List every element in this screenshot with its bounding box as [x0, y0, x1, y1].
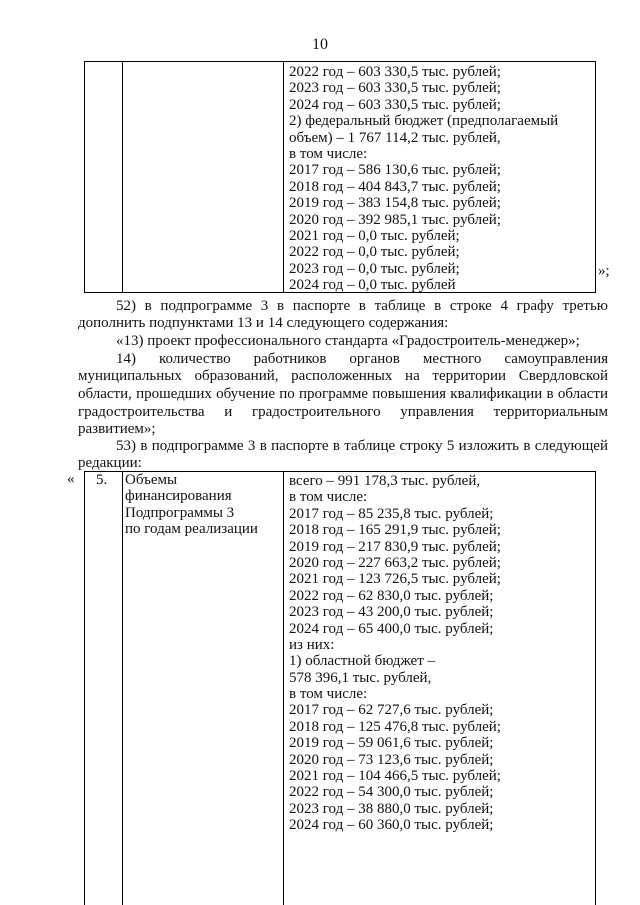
- paragraph-14-line2: муниципальных образований, расположенных на территории Свердловской: [78, 368, 608, 384]
- text-line: в том числе:: [289, 145, 368, 162]
- text-line: по годам реализации: [125, 521, 258, 538]
- text-line: 2021 год – 123 726,5 тыс. рублей;: [289, 571, 501, 588]
- text-line: 2022 год – 62 830,0 тыс. рублей;: [289, 587, 494, 604]
- text-line: 2024 год – 603 330,5 тыс. рублей;: [289, 96, 501, 113]
- paragraph-14-line1: 14) количество работников органов местного самоуправления: [116, 351, 608, 367]
- text-line: 2022 год – 54 300,0 тыс. рублей;: [289, 784, 494, 801]
- text-line: 2020 год – 73 123,6 тыс. рублей;: [289, 751, 494, 768]
- text-line: из них:: [289, 636, 335, 653]
- paragraph-52-line1: 52) в подпрограмме 3 в паспорте в таблице в строке 4 графу третью: [116, 298, 608, 314]
- paragraph-53-line2: редакции:: [78, 455, 142, 471]
- paragraph-14-line5: развитием»;: [78, 421, 156, 437]
- table1-closing-quote: »;: [598, 263, 610, 279]
- table2-open-quote: «: [67, 471, 75, 487]
- text-line: 2017 год – 586 130,6 тыс. рублей;: [289, 162, 501, 179]
- text-line: 2017 год – 85 235,8 тыс. рублей;: [289, 505, 494, 522]
- funding-table-continued: [84, 61, 596, 293]
- text-line: 2023 год – 38 880,0 тыс. рублей;: [289, 800, 494, 817]
- text-line: 2020 год – 392 985,1 тыс. рублей;: [289, 211, 501, 228]
- text-line: объем) – 1 767 114,2 тыс. рублей,: [289, 129, 501, 146]
- table2-row-label: [125, 472, 275, 538]
- table1-value-cell: [289, 64, 558, 293]
- table1-col-label: [123, 62, 284, 292]
- table2-row-number: 5.: [96, 472, 108, 488]
- text-line: Объемы: [125, 472, 178, 488]
- text-line: 2018 год – 165 291,9 тыс. рублей;: [289, 522, 501, 539]
- text-line: 2019 год – 217 830,9 тыс. рублей;: [289, 538, 501, 555]
- text-line: 2) федеральный бюджет (предполагаемый: [289, 113, 559, 130]
- text-line: 2024 год – 60 360,0 тыс. рублей;: [289, 817, 494, 834]
- text-line: 2020 год – 227 663,2 тыс. рублей;: [289, 554, 501, 571]
- text-line: 1) областной бюджет –: [289, 653, 436, 670]
- paragraph-53-line1: 53) в подпрограмме 3 в паспорте в таблице строку 5 изложить в следующей: [116, 438, 608, 454]
- text-line: 2019 год – 59 061,6 тыс. рублей;: [289, 735, 494, 752]
- text-line: 2017 год – 62 727,6 тыс. рублей;: [289, 702, 494, 719]
- text-line: в том числе:: [289, 489, 368, 506]
- table1-col-number: [85, 62, 123, 292]
- text-line: 2021 год – 104 466,5 тыс. рублей;: [289, 768, 501, 785]
- text-line: 578 396,1 тыс. рублей,: [289, 669, 432, 686]
- table2-col-number: [85, 472, 123, 905]
- text-line: 2023 год – 43 200,0 тыс. рублей;: [289, 604, 494, 621]
- text-line: 2024 год – 65 400,0 тыс. рублей;: [289, 620, 494, 637]
- text-line: в том числе:: [289, 686, 368, 703]
- text-line: всего – 991 178,3 тыс. рублей,: [289, 473, 481, 489]
- text-line: 2018 год – 125 476,8 тыс. рублей;: [289, 718, 501, 735]
- text-line: финансирования: [125, 488, 232, 505]
- text-line: 2022 год – 0,0 тыс. рублей;: [289, 244, 460, 261]
- text-line: 2018 год – 404 843,7 тыс. рублей;: [289, 178, 501, 195]
- page-number: 10: [312, 36, 328, 53]
- paragraph-item-13: «13) проект профессионального стандарта «Градостроитель-менеджер»;: [116, 333, 580, 349]
- text-line: 2021 год – 0,0 тыс. рублей;: [289, 227, 460, 244]
- text-line: 2019 год – 383 154,8 тыс. рублей;: [289, 195, 501, 212]
- text-line: 2024 год – 0,0 тыс. рублей: [289, 277, 456, 294]
- table2-value-cell: [289, 473, 501, 834]
- text-line: 2023 год – 0,0 тыс. рублей;: [289, 260, 460, 277]
- text-line: 2022 год – 603 330,5 тыс. рублей;: [289, 64, 501, 80]
- paragraph-14-line3: области, прошедших обучение по программе повышения квалификации в области: [78, 386, 608, 402]
- text-line: 2023 год – 603 330,5 тыс. рублей;: [289, 80, 501, 97]
- paragraph-14-line4: градостроительства и градостроительного управления территориальным: [78, 404, 608, 420]
- text-line: Подпрограммы 3: [125, 504, 235, 521]
- paragraph-52-line2: дополнить подпунктами 13 и 14 следующего содержания:: [78, 315, 449, 331]
